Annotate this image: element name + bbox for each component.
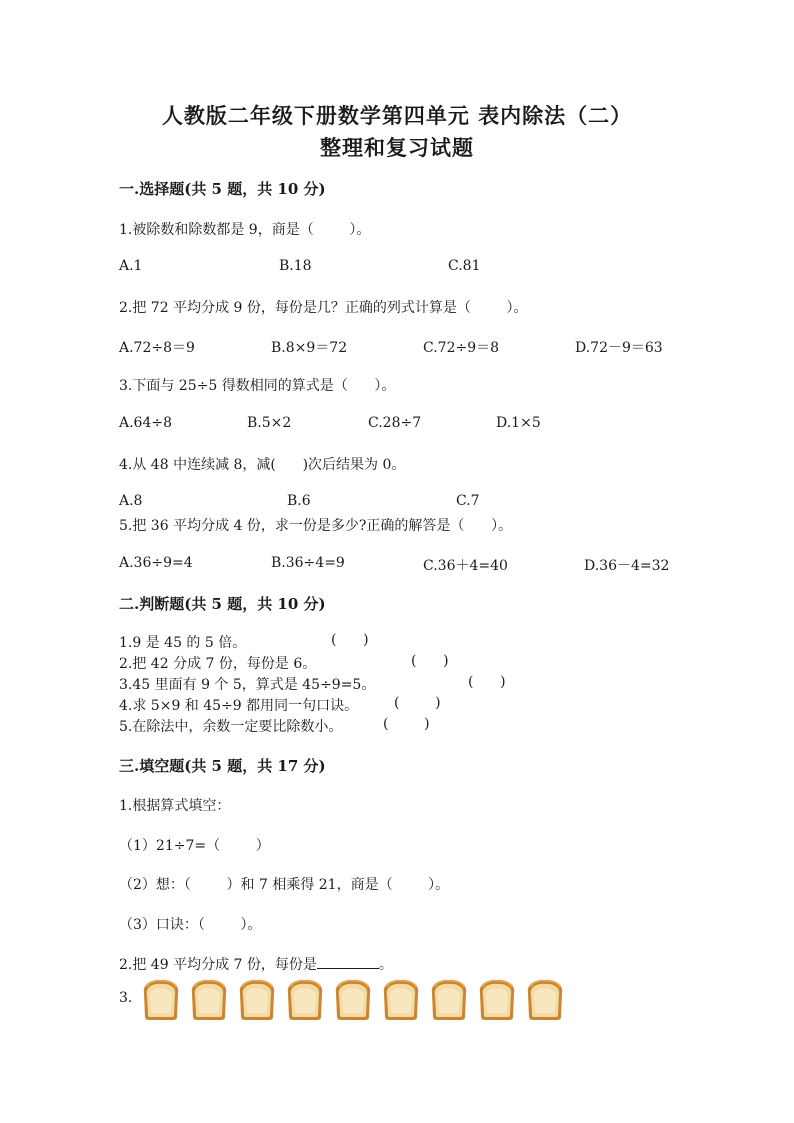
bread-icon [236,977,278,1021]
fill-q2-text: 2.把 49 平均分成 7 份，每份是 [119,957,317,973]
answer-blank [317,954,379,969]
section-heading-choice: 一.选择题(共 5 题，共 10 分) [119,180,326,198]
q5-option-d: D.36－4=32 [584,558,670,574]
judge-item: 2.把 42 分成 7 份，每份是 6。 [119,656,317,672]
q2-option-c: C.72÷9＝8 [423,340,500,356]
bread-icon [524,977,566,1021]
q1-option-a: A.1 [119,258,143,274]
q2-option-a: A.72÷8＝9 [119,340,195,356]
bread-icon [284,977,326,1021]
q1-option-c: C.81 [448,258,481,274]
q5-option-c: C.36＋4=40 [423,558,508,574]
judge-answer-paren: ( ) [394,695,441,711]
judge-answer-paren: ( ) [331,632,369,648]
judge-answer-paren: ( ) [411,653,449,669]
q3-option-d: D.1×5 [496,415,541,431]
judge-item: 1.9 是 45 的 5 倍。 [119,635,247,651]
question-3: 3.下面与 25÷5 得数相同的算式是（ ）。 [119,378,396,394]
bread-icon [380,977,422,1021]
fill-q2-end: 。 [378,957,393,973]
q2-option-d: D.72－9＝63 [575,340,663,356]
fill-q1-sub-1: （1）21÷7=（ ） [119,838,270,854]
question-5: 5.把 36 平均分成 4 份，求一份是多少?正确的解答是（ ）。 [119,518,513,534]
bread-icon [332,977,374,1021]
judge-item: 5.在除法中，余数一定要比除数小。 [119,719,343,735]
page-title: 人教版二年级下册数学第四单元 表内除法（二） [161,103,633,128]
q5-option-a: A.36÷9=4 [119,555,193,571]
q3-option-a: A.64÷8 [119,415,173,431]
q4-option-c: C.7 [456,493,480,509]
bread-icon [428,977,470,1021]
section-heading-judge: 二.判断题(共 5 题，共 10 分) [119,595,326,613]
bread-icon [476,977,518,1021]
q5-option-b: B.36÷4=9 [271,555,345,571]
fill-question-3-label: 3. [119,990,133,1006]
q3-option-c: C.28÷7 [368,415,422,431]
fill-q1-sub-2: （2）想：（ ）和 7 相乘得 21，商是（ ）。 [119,877,450,893]
fill-q1-sub-3: （3）口诀：（ ）。 [119,917,262,933]
q1-option-b: B.18 [279,258,312,274]
section-heading-fill: 三.填空题(共 5 题，共 17 分) [119,757,326,775]
q4-option-b: B.6 [287,493,311,509]
bread-icon [140,977,182,1021]
question-1: 1.被除数和除数都是 9，商是（ ）。 [119,222,371,238]
judge-answer-paren: ( ) [468,674,506,690]
fill-question-2 [119,954,393,974]
question-4: 4.从 48 中连续减 8，减( )次后结果为 0。 [119,457,406,473]
bread-icon [188,977,230,1021]
judge-item: 3.45 里面有 9 个 5，算式是 45÷9=5。 [119,677,376,693]
question-2: 2.把 72 平均分成 9 份，每份是几？正确的列式计算是（ ）。 [119,300,528,316]
fill-question-1: 1.根据算式填空： [119,798,231,814]
q4-option-a: A.8 [119,493,143,509]
q2-option-b: B.8×9＝72 [271,340,348,356]
judge-item: 4.求 5×9 和 45÷9 都用同一句口诀。 [119,698,359,714]
q3-option-b: B.5×2 [247,415,292,431]
page-subtitle: 整理和复习试题 [320,135,474,160]
judge-answer-paren: ( ) [383,716,430,732]
